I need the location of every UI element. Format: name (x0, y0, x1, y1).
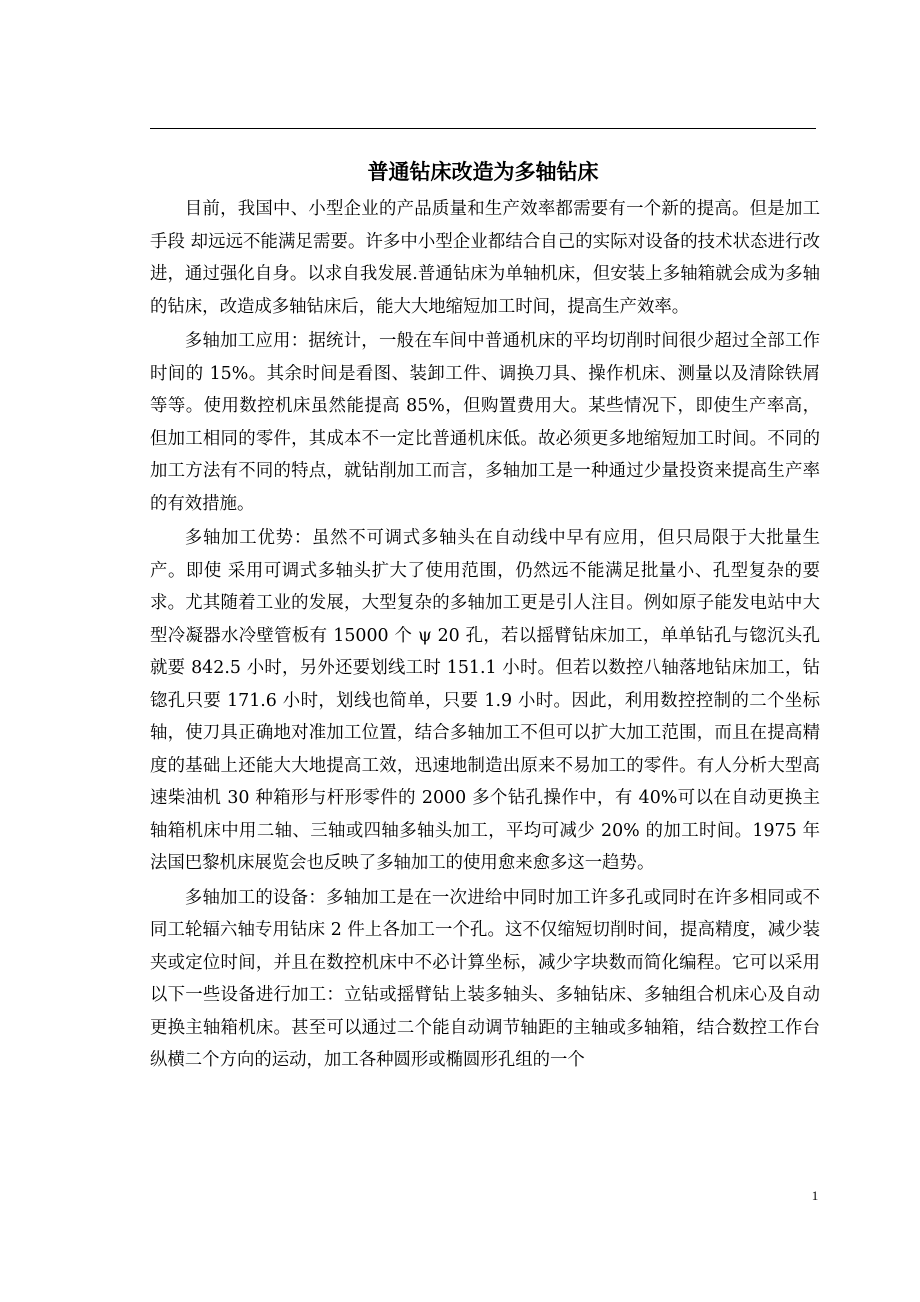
header-rule (150, 128, 816, 129)
paragraph-equipment: 多轴加工的设备：多轴加工是在一次进给中同时加工许多孔或同时在许多相同或不同工轮辐六轴专用钻床 2 件上各加工一个孔。这不仅缩短切削时间，提高精度，减少装夹或定位时间，并且在数控机床中不必计算坐标，减少字块数而简化编程。它可以采用以下一些设备进行加工：立钻或摇臂钻上装多轴头、多轴钻床、多轴组合机床心及自动更换主轴箱机床。甚至可以通过二个能自动调节轴距的主轴或多轴箱，结合数控工作台纵横二个方向的运动，加工各种圆形或椭圆形孔组的一个 (150, 887, 820, 1070)
page-number: 1 (811, 1188, 819, 1203)
document-title: 普通钻床改造为多轴钻床 (367, 160, 599, 184)
paragraph-intro: 目前，我国中、小型企业的产品质量和生产效率都需要有一个新的提高。但是加工手段 却远远不能满足需要。许多中小型企业都结合自己的实际对设备的技术状态进行改进，通过强化自身。以求自我发展.普通钻床为单轴机床，但安装上多轴箱就会成为多轴的钻床，改造成多轴钻床后，能大大地缩短加工时间，提高生产效率。 (150, 199, 820, 317)
paragraph-advantages: 多轴加工优势：虽然不可调式多轴头在自动线中早有应用，但只局限于大批量生产。即使 采用可调式多轴头扩大了使用范围，仍然远不能满足批量小、孔型复杂的要求。尤其随着工业的发展，大型复杂的多轴加工更是引人注目。例如原子能发电站中大型冷凝器水冷壁管板有 15000 个 ψ 20 孔，若以摇臂钻床加工，单单钻孔与锪沉头孔就要 842.5 小时，另外还要划线工时 151.1 小时。但若以数控八轴落地钻床加工，钻锪孔只要 171.6 小时，划线也简单，只要 1.9 小时。因此，利用数控控制的二个坐标轴，使刀具正确地对准加工位置，结合多轴加工不但可以扩大加工范围，而且在提高精度的基础上还能大大地提高工效，迅速地制造出原来不易加工的零件。有人分析大型高速柴油机 30 种箱形与杆形零件的 2000 多个钻孔操作中，有 40%可以在自动更换主轴箱机床中用二轴、三轴或四轴多轴头加工，平均可减少 20% 的加工时间。1975 年法国巴黎机床展览会也反映了多轴加工的使用愈来愈多这一趋势。 (150, 528, 820, 873)
paragraph-application: 多轴加工应用：据统计，一般在车间中普通机床的平均切削时间很少超过全部工作时间的 15%。其余时间是看图、装卸工件、调换刀具、操作机床、测量以及清除铁屑等等。使用数控机床虽然能提高 85%，但购置费用大。某些情况下，即使生产率高，但加工相同的零件，其成本不一定比普通机床低。故必须更多地缩短加工时间。不同的加工方法有不同的特点，就钻削加工而言，多轴加工是一种通过少量投资来提高生产率的有效措施。 (150, 331, 820, 514)
document-body (150, 193, 820, 1077)
